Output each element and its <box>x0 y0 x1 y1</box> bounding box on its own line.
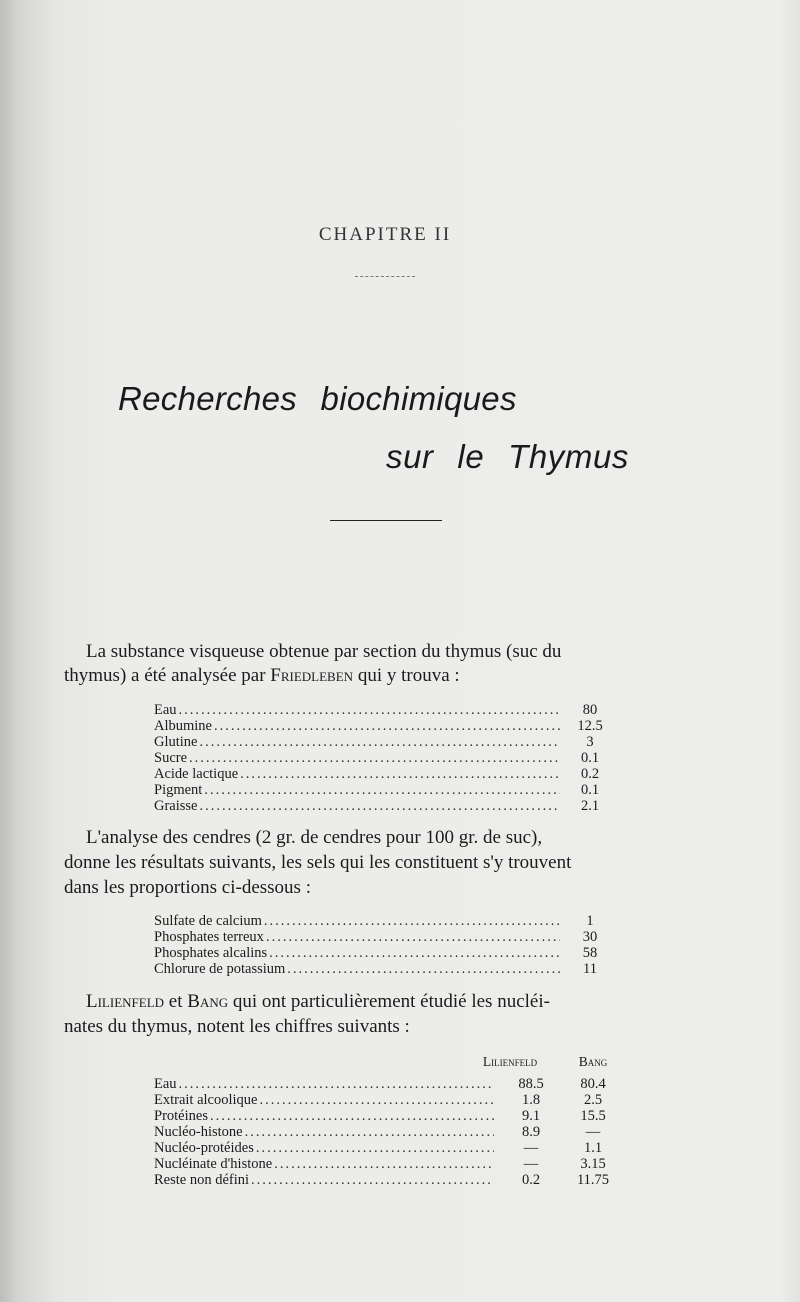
para2-line2: donne les résultats suivants, les sels qui les constituent s'y trouvent <box>64 852 572 873</box>
table3-label: Protéines <box>154 1108 208 1124</box>
para1-line2 <box>64 664 460 688</box>
author-friedleben: Friedleben <box>270 665 354 686</box>
table3-row <box>154 1156 624 1172</box>
table1-row <box>154 766 614 782</box>
table2-value: 30 <box>582 929 598 945</box>
col-lilienfeld: Lilienfeld <box>482 1054 538 1069</box>
table3 <box>154 1054 624 1188</box>
table3-label: Nucléinate d'histone <box>154 1156 273 1172</box>
table3-v2: 1.1 <box>583 1140 603 1156</box>
table3-label: Eau <box>154 1076 177 1092</box>
table3-row <box>154 1140 624 1156</box>
table3-label: Reste non défini <box>154 1172 250 1188</box>
para1-line2-end: qui y trouva : <box>353 665 460 686</box>
table2-row <box>154 913 614 929</box>
chapter-heading: CHAPITRE II <box>318 224 452 245</box>
table2-label: Phosphates terreux <box>154 929 264 945</box>
table3-v1: 88.5 <box>518 1076 544 1092</box>
table3-v1: — <box>523 1156 539 1172</box>
table1-value: 0.2 <box>580 766 600 782</box>
table1-value: 80 <box>582 702 598 718</box>
table3-label: Nucléo-protéides <box>154 1140 254 1156</box>
table1-row <box>154 734 614 750</box>
table2-label: Sulfate de calcium <box>154 913 262 929</box>
title-line-1: Recherches biochimiques <box>118 380 517 417</box>
table1-row <box>154 718 614 734</box>
table3-row <box>154 1076 624 1092</box>
para2-line1: L'analyse des cendres (2 gr. de cendres pour 100 gr. de suc), <box>86 827 543 848</box>
table3-row <box>154 1172 624 1188</box>
table3-v1: 1.8 <box>521 1092 541 1108</box>
table1-label: Sucre <box>154 750 188 766</box>
para3-and: et <box>164 991 188 1012</box>
table3-v2: — <box>585 1124 601 1140</box>
table3-v1: 9.1 <box>521 1108 541 1124</box>
para3-line2: nates du thymus, notent les chiffres suivants : <box>64 1016 410 1037</box>
table3-header <box>154 1054 624 1070</box>
table1-label: Graisse <box>154 798 198 814</box>
table1-value: 12.5 <box>577 718 603 734</box>
para1-line2-start: thymus) a été analysée par <box>64 665 271 686</box>
table1-value: 0.1 <box>580 750 600 766</box>
para1-line1: La substance visqueuse obtenue par section du thymus (suc du <box>86 641 562 662</box>
table2-row <box>154 929 614 945</box>
table3-label: Extrait alcoolique <box>154 1092 258 1108</box>
title-rule <box>330 520 442 521</box>
para3-line1 <box>86 990 550 1014</box>
table3-row <box>154 1092 624 1108</box>
table3-v1: 0.2 <box>521 1172 541 1188</box>
table3-v1: — <box>523 1140 539 1156</box>
author-bang: Bang <box>187 991 229 1012</box>
col-bang: Bang <box>578 1054 608 1069</box>
table2-row <box>154 945 614 961</box>
table3-v1: 8.9 <box>521 1124 541 1140</box>
table3-v2: 15.5 <box>580 1108 606 1124</box>
table1-value: 0.1 <box>580 782 600 798</box>
author-lilienfeld: Lilienfeld <box>86 991 165 1012</box>
table3-v2: 3.15 <box>580 1156 606 1172</box>
table2-value: 58 <box>582 945 598 961</box>
table3-v2: 11.75 <box>576 1172 610 1188</box>
table1-value: 2.1 <box>580 798 600 814</box>
table2-label: Chlorure de potassium <box>154 961 286 977</box>
table2-label: Phosphates alcalins <box>154 945 268 961</box>
table3-row <box>154 1108 624 1124</box>
table1-label: Acide lactique <box>154 766 239 782</box>
table1-row <box>154 782 614 798</box>
table1-label: Glutine <box>154 734 198 750</box>
table3-v2: 80.4 <box>580 1076 606 1092</box>
table1-row <box>154 750 614 766</box>
table2-value: 1 <box>586 913 594 929</box>
table1-label: Eau <box>154 702 177 718</box>
table1-label: Albumine <box>154 718 212 734</box>
table3-v2: 2.5 <box>583 1092 603 1108</box>
para3-line1-end: qui ont particulièrement étudié les nucléi- <box>228 991 550 1012</box>
table1-label: Pigment <box>154 782 203 798</box>
table2-value: 11 <box>583 961 597 977</box>
table1-row <box>154 798 614 814</box>
ornament-divider <box>355 276 415 281</box>
table1-row <box>154 702 614 718</box>
para2-line3: dans les proportions ci-dessous : <box>64 877 311 898</box>
table1 <box>154 702 614 814</box>
table2 <box>154 913 614 977</box>
table3-row <box>154 1124 624 1140</box>
table2-row <box>154 961 614 977</box>
table3-label: Nucléo-histone <box>154 1124 243 1140</box>
title-line-2: sur le Thymus <box>386 438 630 475</box>
table1-value: 3 <box>586 734 594 750</box>
